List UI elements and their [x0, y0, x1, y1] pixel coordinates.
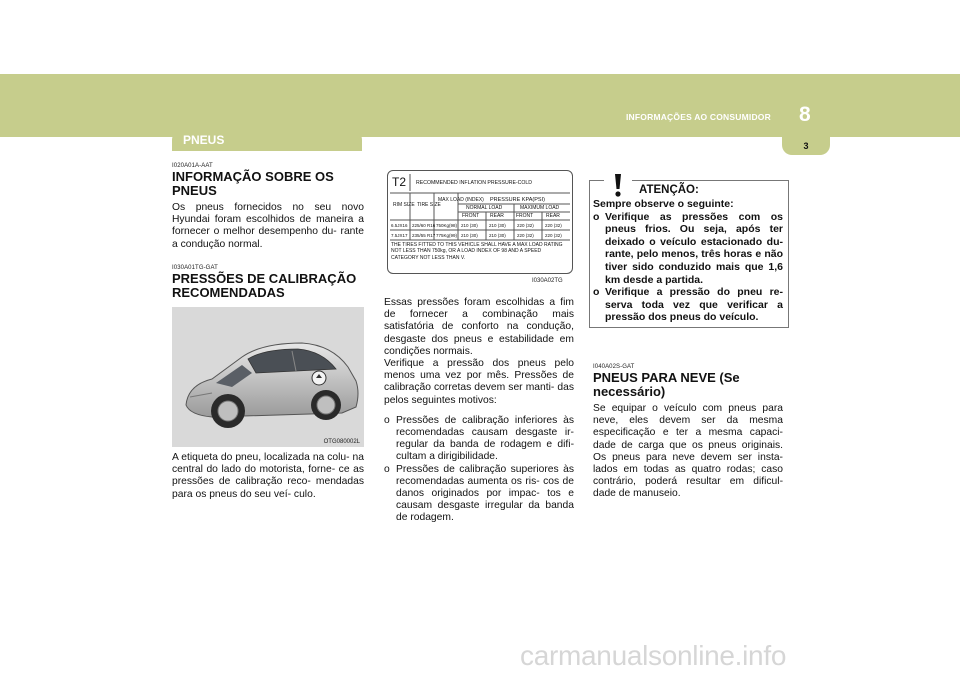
label-maximum-load: MAXIMUM LOAD [520, 205, 560, 211]
paragraph-pressures-chosen: Essas pressões foram escolhidas a fim de fornecer a combinação mais satisfatória de conforto na condução, desgaste dos pneus e estabilidade em condições normais. [384, 297, 574, 357]
image-code: OTG080002L [323, 439, 360, 445]
label-title: RECOMMENDED INFLATION PRESSURE-COLD [416, 180, 533, 186]
paragraph-tire-info: Os pneus fornecidos no seu novo Hyundai foram escolhidos de maneira a fornecer o melhor desempenho du- rante a condução normal. [172, 202, 364, 250]
list-item-text: Pressões de calibração superiores às recomendadas aumenta os ris- cos de danos originados por impac- tos e causam desgaste irregular da banda de rodagem. [396, 463, 574, 524]
label-rear-max: REAR [546, 213, 560, 219]
label-image-code: I030A02TG [532, 278, 563, 284]
section-code: I030A01TG-GAT [172, 265, 218, 271]
section-code: I020A01A-AAT [172, 163, 213, 169]
row2-front-normal: 210 (30) [461, 233, 478, 238]
column-1-top [172, 163, 364, 251]
row1-rear-normal: 210 (30) [489, 223, 506, 228]
column-3 [593, 364, 783, 501]
row2-rim: 7.5JX17 [391, 233, 408, 238]
row1-load: 750Kg(98) [436, 223, 458, 228]
warning-item-text: Verifique as pressões com os pneus frios. Ou seja, após ter deixado o veículo estacionado du- rante, pelo menos, três horas e não tiver sido conduzido mais que 1,6 km desde a partida. [605, 210, 783, 286]
watermark: carmanualsonline.info [520, 640, 787, 671]
heading-tire-info: INFORMAÇÃO SOBRE OS PNEUS [172, 169, 334, 198]
row2-tire: 235/55 R17 [412, 233, 436, 238]
section-label: PNEUS [183, 133, 225, 147]
warning-item-text: Verifique a pressão do pneu re- serva toda vez que verificar a pressão dos pneus do veículo. [605, 286, 783, 324]
label-normal-load: NORMAL LOAD [466, 205, 503, 211]
bullet: o [593, 210, 600, 223]
label-t2: T2 [392, 175, 407, 189]
heading-snow-tires: PNEUS PARA NEVE (Se necessário) [593, 370, 740, 399]
column-1-mid [172, 265, 364, 304]
tire-pressure-label [387, 170, 573, 274]
paragraph-check-monthly: Verifique a pressão dos pneus pelo menos uma vez por mês. Pressões de calibração corretas devem ser manti- das pelos seguintes motivos: [384, 358, 574, 406]
page-number: 3 [803, 141, 809, 151]
chapter-title: INFORMAÇÕES AO CONSUMIDOR [626, 112, 771, 122]
row1-rim: 6.5JX16 [391, 223, 408, 228]
row2-rear-normal: 210 (30) [489, 233, 506, 238]
warning-intro: Sempre observe o seguinte: [593, 198, 734, 210]
tire-label-drawing [388, 171, 572, 273]
paragraph-snow-tires: Se equipar o veículo com pneus para neve, eles devem ser da mesma especificação e ter a mesma capaci- dade de carga que os pneus originais. Os pneus para neve devem ser insta- lados em todas as quatro rodas; caso contrário, poderá resultar em dificul- dade de manuseio. [593, 403, 783, 500]
row1-front-max: 220 (32) [517, 223, 534, 228]
row1-front-normal: 210 (30) [461, 223, 478, 228]
bullet: o [593, 286, 600, 299]
warning-title: ATENÇÃO: [639, 184, 699, 196]
label-footer: THE TIRES FITTED TO THIS VEHICLE SHALL HAVE A MAX LOAD RATING NOT LESS THAN 750kg, OR A LOAD INDEX OF 98 AND A SPEED CATEGORY NOT LESS THAN V. [391, 242, 563, 261]
list-item-text: Pressões de calibração inferiores às recomendadas causam desgaste ir- regular da banda de rodagem e difi- cultam a dirigibilidade. [396, 414, 574, 463]
list-item [384, 464, 574, 525]
label-max-load: MAX LOAD (INDEX) [438, 197, 484, 203]
list-item [384, 415, 574, 464]
chapter-number: 8 [799, 103, 811, 126]
row2-load: 775Kg(99) [436, 233, 458, 238]
label-pressure: PRESSURE KPA(PSI) [490, 197, 545, 203]
label-rear-normal: REAR [490, 213, 504, 219]
section-code: I040A02S-GAT [593, 364, 635, 370]
header-band [0, 74, 960, 137]
row2-rear-max: 220 (32) [545, 233, 562, 238]
label-rim-size: RIM SIZE [393, 202, 415, 208]
warning-item [593, 211, 783, 287]
column-2 [384, 297, 574, 525]
row1-tire: 225/60 R16 [412, 223, 436, 228]
bullet: o [384, 463, 390, 475]
bullet: o [384, 414, 390, 426]
paragraph-tire-label-location: A etiqueta do pneu, localizada na colu- na central do lado do motorista, forne- ce as pressões de calibração reco- mendadas para os pneus do seu veí- culo. [172, 452, 364, 500]
label-front-max: FRONT [516, 213, 534, 219]
car-illustration [172, 307, 364, 447]
exclamation-icon [604, 172, 632, 198]
label-tire-size: TIRE SIZE [417, 202, 441, 208]
label-front-normal: FRONT [462, 213, 480, 219]
heading-pressures: PRESSÕES DE CALIBRAÇÃO RECOMENDADAS [172, 271, 357, 300]
car-drawing [172, 307, 364, 447]
column-1-bottom [172, 452, 364, 501]
row2-front-max: 220 (32) [517, 233, 534, 238]
warning-item [593, 286, 783, 324]
warning-content [593, 198, 783, 324]
row1-rear-max: 220 (32) [545, 223, 562, 228]
